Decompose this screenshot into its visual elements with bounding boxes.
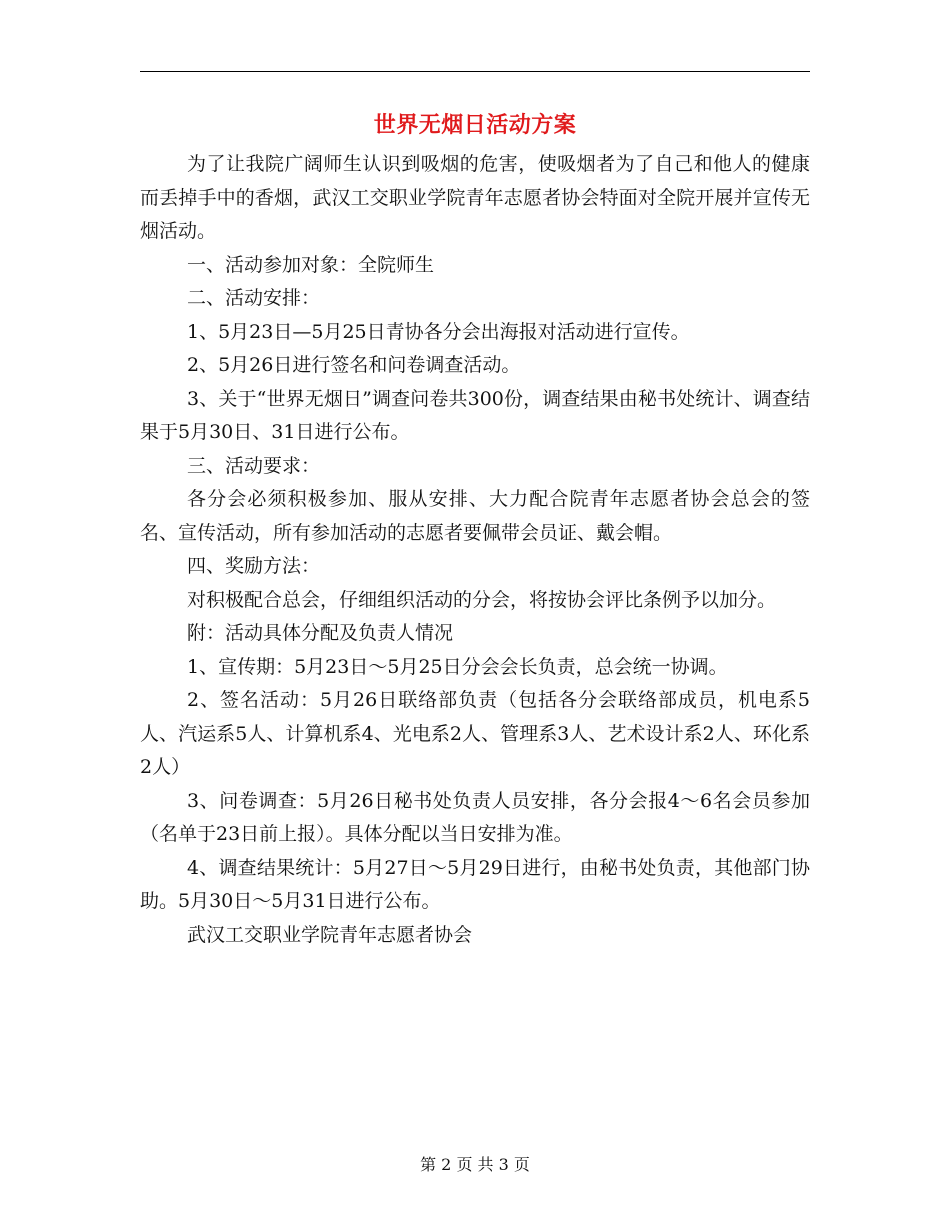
section-requirements-heading: 三、活动要求： bbox=[187, 454, 321, 477]
arrangement-item: 3、关于“世界无烟日”调查问卷共300份，调查结果由秘书处统计、调查结果于5月30日、31日进行公布。 bbox=[140, 387, 810, 443]
document-title: 世界无烟日活动方案 bbox=[373, 112, 577, 138]
appendix-item: 3、问卷调查：5月26日秘书处负责人员安排，各分会报4～6名会员参加（名单于23日前上报）。具体分配以当日安排为准。 bbox=[140, 789, 810, 845]
header-rule bbox=[140, 71, 810, 72]
arrangement-item: 2、5月26日进行签名和问卷调查活动。 bbox=[187, 354, 521, 376]
appendix-item: 2、签名活动：5月26日联络部负责（包括各分会联络部成员，机电系5人、汽运系5人、计算机系4、光电系2人、管理系3人、艺术设计系2人、环化系2人） bbox=[140, 689, 810, 778]
appendix-heading: 附：活动具体分配及负责人情况 bbox=[187, 622, 454, 644]
page-number: 第 2 页 共 3 页 bbox=[420, 1155, 530, 1174]
section-arrangement-heading: 二、活动安排： bbox=[187, 287, 321, 309]
intro-paragraph: 为了让我院广阔师生认识到吸烟的危害，使吸烟者为了自己和他人的健康而丢掉手中的香烟，武汉工交职业学院青年志愿者协会特面对全院开展并宣传无烟活动。 bbox=[140, 153, 810, 242]
appendix-item: 4、调查结果统计：5月27日～5月29日进行，由秘书处负责，其他部门协助。5月30日～5月31日进行公布。 bbox=[140, 856, 810, 912]
section-participants: 一、活动参加对象：全院师生 bbox=[187, 253, 435, 276]
signature-organization: 武汉工交职业学院青年志愿者协会 bbox=[187, 923, 473, 946]
appendix-item: 1、宣传期：5月23日～5月25日分会会长负责，总会统一协调。 bbox=[187, 655, 728, 678]
section-rewards-heading: 四、奖励方法： bbox=[187, 555, 321, 577]
rewards-paragraph: 对积极配合总会，仔细组织活动的分会，将按协会评比条例予以加分。 bbox=[187, 588, 777, 611]
arrangement-item: 1、5月23日—5月25日青协各分会出海报对活动进行宣传。 bbox=[187, 320, 690, 343]
document-body bbox=[140, 148, 810, 952]
requirements-paragraph: 各分会必须积极参加、服从安排、大力配合院青年志愿者协会总会的签名、宣传活动，所有参加活动的志愿者要佩带会员证、戴会帽。 bbox=[140, 488, 810, 544]
